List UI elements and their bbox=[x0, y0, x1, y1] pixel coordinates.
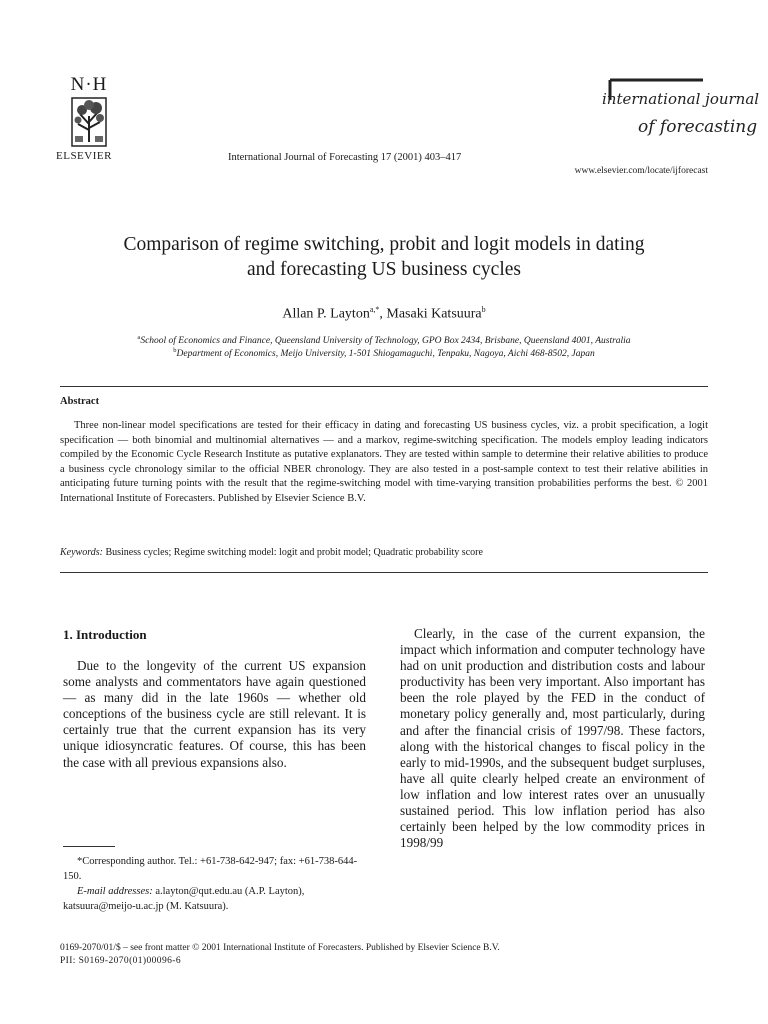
footnote-rule bbox=[63, 846, 115, 847]
email-text[interactable]: a.layton@qut.edu.au (A.P. Layton), katsuura@meijo-u.ac.jp (M. Katsuura). bbox=[63, 886, 305, 912]
author-2: Masaki Katsuura bbox=[386, 306, 482, 322]
abstract-heading: Abstract bbox=[60, 396, 100, 407]
svg-text:of forecasting: of forecasting bbox=[638, 117, 758, 137]
elsevier-logo bbox=[58, 74, 120, 160]
abstract-bottom-rule bbox=[60, 572, 708, 573]
svg-text:international journal: international journal bbox=[602, 90, 760, 108]
publisher-name: ELSEVIER bbox=[56, 150, 112, 162]
title-line-2: and forecasting US business cycles bbox=[246, 259, 522, 280]
title-line-1: Comparison of regime switching, probit and logit models in dating bbox=[123, 234, 645, 255]
copyright-line: 0169-2070/01/$ – see front matter © 2001 International Institute of Forecasters. Published by Elsevier Science B.V. bbox=[60, 943, 500, 953]
affiliation-b-text: Department of Economics, Meijo University, 1-501 Shiogamaguchi, Tenpaku, Nagoya, Aichi 468-8502, Japan bbox=[176, 349, 595, 360]
journal-logo bbox=[598, 76, 760, 146]
footnote-emails bbox=[63, 885, 366, 914]
abstract-text: Three non-linear model specifications are tested for their efficacy in dating and forecasting US business cycles, viz. a probit specification, a logit specification — both binomial and multinomial alternatives — and a markov, regime-switching specification. The models employ leading indicators compiled by the Economic Cycle Research Institute as putative explanators. They are tested within sample to determine their relative abilities to produce a business cycle chronology similar to the official NBER chronology. They are also tested in a post-sample context to test their relative abilities in anticipating future turning points with the result that the regime-switching model with time-varying transition probabilities performs the best. © 2001 International Institute of Forecasters. Published by Elsevier Science B.V. bbox=[60, 420, 708, 504]
affiliation-a-text: School of Economics and Finance, Queensland University of Technology, GPO Box 2434, Brisbane, Queensland 4001, Australia bbox=[140, 336, 631, 347]
pii-line: PII: S0169-2070(01)00096-6 bbox=[60, 956, 181, 966]
keywords-text: Business cycles; Regime switching model: logit and probit model; Quadratic probability score bbox=[105, 547, 483, 558]
section-heading-introduction: 1. Introduction bbox=[63, 627, 147, 642]
affiliation-a bbox=[60, 334, 708, 346]
publisher-mark: N·H bbox=[70, 74, 108, 95]
affiliation-b bbox=[60, 347, 708, 359]
keywords bbox=[60, 547, 483, 558]
journal-url[interactable]: www.elsevier.com/locate/ijforecast bbox=[574, 166, 708, 176]
author-1: Allan P. Layton bbox=[282, 306, 370, 322]
affiliation-a-mark: a bbox=[137, 334, 141, 341]
author-1-affiliation: a,* bbox=[369, 305, 380, 314]
intro-paragraph-2: Clearly, in the case of the current expansion, the impact which information and computer technology have had on unit production and distribution costs and labour productivity has been very important. Also important has been the role played by the FED in the conduct of monetary policy generally and, most particularly, during and after the financial crisis of 1997/98. These factors, along with the historical changes to fiscal policy in the early to mid-1990s, and the subsequent budget surpluses, have all quite clearly helped create an environment of low inflation and low interest rates over an unusually sustained period. This low inflation period has also certainly been helped by the low commodity prices in 1998/99 bbox=[400, 626, 705, 851]
email-label: E-mail addresses: bbox=[77, 886, 153, 897]
affiliation-b-mark: b bbox=[173, 347, 177, 354]
article-title bbox=[60, 232, 708, 282]
author-list bbox=[60, 305, 708, 323]
footnote-corresponding: *Corresponding author. Tel.: +61-738-642-947; fax: +61-738-644-150. bbox=[63, 856, 358, 882]
author-separator: , bbox=[379, 306, 387, 322]
keywords-label: Keywords: bbox=[60, 547, 103, 558]
author-2-affiliation: b bbox=[481, 305, 486, 314]
abstract-top-rule bbox=[60, 386, 708, 387]
intro-paragraph-1: Due to the longevity of the current US expansion some analysts and commentators have again questioned — as many did in the late 1960s — whether old conceptions of the business cycle are still relevant. It is certainly true that the current expansion has its very unique idiosyncratic features. Of course, this has been the case with all previous expansions also. bbox=[63, 658, 366, 770]
elsevier-tree-icon bbox=[70, 96, 108, 148]
journal-citation: International Journal of Forecasting 17 (2001) 403–417 bbox=[228, 152, 462, 163]
